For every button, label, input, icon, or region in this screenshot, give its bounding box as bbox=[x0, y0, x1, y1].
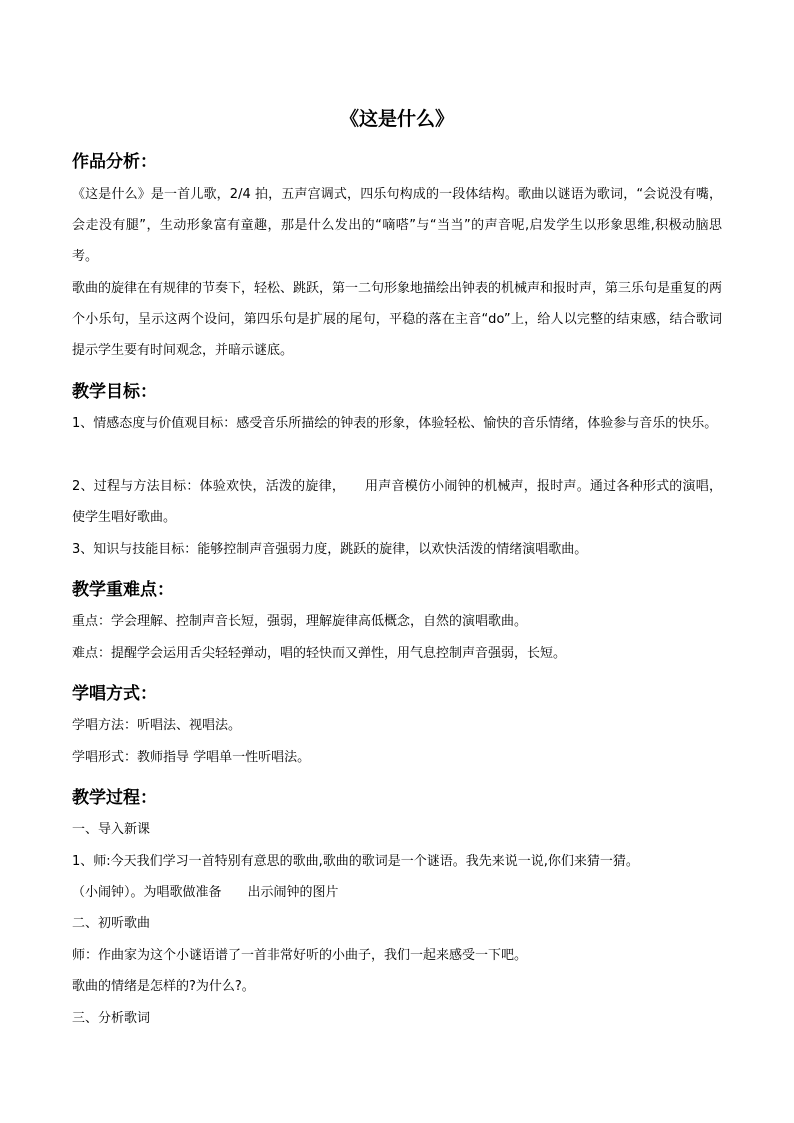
key-points-heading: 教学重难点： bbox=[72, 580, 174, 600]
goals-heading: 教学目标： bbox=[72, 382, 157, 402]
process-step-3-title: 三、分析歌词 bbox=[72, 1011, 151, 1026]
method-approach: 学唱方法：听唱法、视唱法。 bbox=[72, 718, 242, 733]
process-step-1-line-2: （小闹钟）。为唱歌做准备 出示闹钟的图片 bbox=[72, 885, 339, 900]
process-step-2-line-2: 歌曲的情绪是怎样的?为什么?。 bbox=[72, 979, 255, 994]
goal-item-2: 2、过程与方法目标：体验欢快，活泼的旋律， 用声音模仿小闹钟的机械声，报时声。通过各种形式的演唱，使学生唱好歌曲。 bbox=[72, 479, 722, 525]
analysis-paragraph-1: 《这是什么》是一首儿歌，2/4 拍，五声宫调式，四乐句构成的一段体结构。歌曲以谜语为歌词，“会说没有嘴，会走没有腿”，生动形象富有童趣，那是什么发出的“嘀嗒”与“当当”的声音呢,启发学生以形象思维,积极动脑思考。 bbox=[72, 187, 722, 264]
key-focus: 重点：学会理解、控制声音长短，强弱，理解旋律高低概念，自然的演唱歌曲。 bbox=[72, 614, 528, 629]
analysis-heading: 作品分析： bbox=[72, 152, 157, 172]
key-difficulty: 难点：提醒学会运用舌尖轻轻弹动，唱的轻快而又弹性，用气息控制声音强弱，长短。 bbox=[72, 646, 567, 661]
goal-item-1: 1、情感态度与价值观目标：感受音乐所描绘的钟表的形象，体验轻松、愉快的音乐情绪，体验参与音乐的快乐。 bbox=[72, 416, 718, 431]
process-step-2-line-1: 师：作曲家为这个小谜语谱了一首非常好听的小曲子，我们一起来感受一下吧。 bbox=[72, 948, 528, 963]
method-heading: 学唱方式： bbox=[72, 684, 157, 704]
analysis-paragraph-2: 歌曲的旋律在有规律的节奏下，轻松、跳跃，第一二句形象地描绘出钟表的机械声和报时声，第三乐句是重复的两个小乐句，呈示这两个设问，第四乐句是扩展的尾句，平稳的落在主音“do”上，给人以完整的结束感，结合歌词提示学生要有时间观念，并暗示谜底。 bbox=[72, 281, 723, 358]
process-heading: 教学过程： bbox=[72, 788, 157, 808]
method-form: 学唱形式：教师指导 学唱单一性听唱法。 bbox=[72, 750, 311, 765]
document-title: 《这是什么》 bbox=[339, 108, 454, 130]
process-step-1-line-1: 1、师:今天我们学习一首特别有意思的歌曲,歌曲的歌词是一个谜语。我先来说一说,你们来猜一猜。 bbox=[72, 854, 639, 869]
goal-item-3: 3、知识与技能目标：能够控制声音强弱力度，跳跃的旋律，以欢快活泼的情绪演唱歌曲。 bbox=[72, 542, 588, 557]
process-step-2-title: 二、初听歌曲 bbox=[72, 916, 151, 931]
process-step-1-title: 一、导入新课 bbox=[72, 822, 151, 837]
